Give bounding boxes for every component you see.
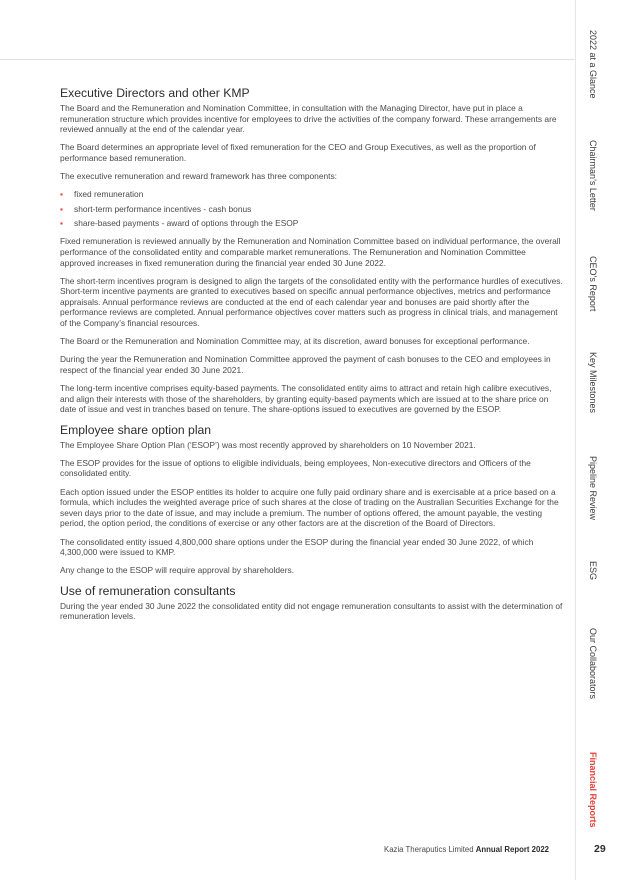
paragraph: The Board or the Remuneration and Nomination Committee may, at its discretion, award bonuses for exceptional performance.: [60, 336, 530, 347]
header-divider: [0, 59, 575, 60]
list-item-text: share-based payments - award of options through the ESOP: [74, 218, 299, 229]
tab-chairmans-letter[interactable]: Chairman’s Letter: [588, 140, 598, 211]
list-item: [60, 189, 563, 200]
paragraph: The short-term incentives program is designed to align the targets of the consolidated entity with the performance hurdles of executives. Short-term incentive payments are granted to executives based on specific annual performance objectives, metrics and performance appraisals. Annual performance reviews are conducted at the end of each calendar year and bonuses are paid shortly after the performance reviews are completed. Annual performance objectives cover matters such as progress in clinical trials, and management of the Company’s financial resources.: [60, 275, 563, 329]
section-heading-executive-directors: Executive Directors and other KMP: [60, 86, 250, 100]
paragraph: The Board determines an appropriate level of fixed remuneration for the CEO and Group Executives, as well as the proportion of performance based remuneration.: [60, 142, 536, 163]
list-item: [60, 204, 563, 215]
section-tabs: [575, 0, 622, 830]
list-item-text: short-term performance incentives - cash bonus: [74, 203, 252, 214]
tab-key-milestones[interactable]: Key Milestones: [588, 352, 598, 414]
list-item-text: fixed remuneration: [74, 189, 144, 200]
tab-2022-at-a-glance[interactable]: 2022 at a Glance: [588, 30, 598, 99]
tab-ceos-report[interactable]: CEO’s Report: [588, 256, 598, 312]
paragraph: Any change to the ESOP will require approval by shareholders.: [60, 565, 295, 576]
paragraph: The ESOP provides for the issue of options to eligible individuals, being employees, Non-executive directors and Officers of the consolidated entity.: [60, 457, 531, 479]
list-item: [60, 218, 563, 229]
tab-esg[interactable]: ESG: [588, 561, 598, 581]
paragraph: During the year ended 30 June 2022 the consolidated entity did not engage remuneration consultants to assist with the determination of remuneration levels.: [60, 600, 563, 622]
tab-financial-reports[interactable]: Financial Reports: [588, 752, 598, 828]
paragraph: During the year the Remuneration and Nomination Committee approved the payment of cash bonuses to the CEO and employees in respect of the financial year ended 30 June 2021.: [60, 354, 551, 376]
paragraph: Each option issued under the ESOP entitles its holder to acquire one fully paid ordinary share and is exercisable at a price based on a formula, which includes the weighted average price of such shares at the close of trading on the Australian Securities Exchange for the seven days prior to the date of issue, and may include a premium. The number of options offered, the amount payable, the vesting period, the option period, the conditions of exercise or any other factors are at the discretion of the Board of Directors.: [60, 486, 559, 529]
footer: [384, 845, 549, 854]
paragraph: The Employee Share Option Plan (‘ESOP’) was most recently approved by shareholders on 10 November 2021.: [60, 439, 476, 450]
tab-our-collaborators[interactable]: Our Collaborators: [588, 628, 598, 700]
page-number: 29: [594, 843, 606, 855]
section-heading-remuneration-consultants: Use of remuneration consultants: [60, 583, 236, 598]
paragraph: The Board and the Remuneration and Nomination Committee, in consultation with the Managing Director, have put in place a remuneration structure which provides incentive for employees to drive the activities of the company forward. These arrangements are reviewed annually at the end of the calendar year.: [60, 103, 557, 135]
square-bullet-icon: ▪: [60, 218, 63, 229]
tab-pipeline-review[interactable]: Pipeline Review: [588, 456, 598, 521]
section-heading-employee-share-option-plan: Employee share option plan: [60, 422, 212, 437]
footer-report-title: Annual Report 2022: [475, 845, 549, 854]
main-content: [60, 86, 563, 629]
remuneration-components-list: [60, 189, 563, 228]
paragraph: The long-term incentive comprises equity-based payments. The consolidated entity aims to attract and retain high calibre executives, and align their interests with those of the shareholders, by granting equity-based payments which are issued at to the share price on date of issue and vest in tranches based on tenure. The share-options issued to executives are governed by the ESOP.: [60, 383, 552, 415]
square-bullet-icon: ▪: [60, 203, 63, 214]
paragraph: Fixed remuneration is reviewed annually by the Remuneration and Nomination Committee based on individual performance, the overall performance of the consolidated entity and comparable market remunerations. The Remuneration and Nomination Committee approved increases in fixed remuneration during the financial year ended 30 June 2022.: [60, 236, 561, 268]
footer-company: Kazia Theraputics Limited: [384, 845, 474, 854]
paragraph: The executive remuneration and reward framework has three components:: [60, 171, 337, 182]
paragraph: The consolidated entity issued 4,800,000 share options under the ESOP during the financial year ended 30 June 2022, of which 4,300,000 were issued to KMP.: [60, 536, 534, 558]
square-bullet-icon: ▪: [60, 189, 63, 200]
